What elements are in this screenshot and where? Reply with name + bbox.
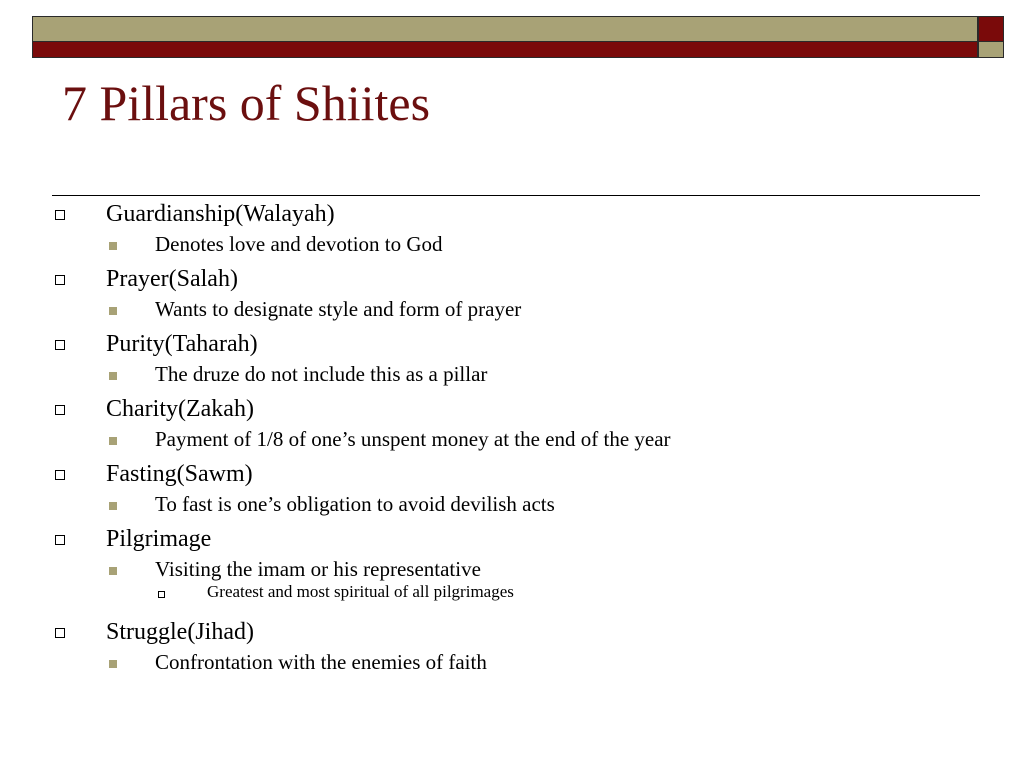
pillar-subdetail: Greatest and most spiritual of all pilgrimages <box>207 582 514 601</box>
hollow-square-bullet-icon <box>55 275 65 285</box>
header-square-olive <box>978 42 1004 58</box>
list-subsubitem <box>0 582 1024 618</box>
slide-title: 7 Pillars of Shiites <box>62 75 431 131</box>
solid-square-bullet-icon <box>109 502 117 510</box>
list-item <box>0 330 1024 361</box>
header-bar-maroon <box>32 42 978 58</box>
pillar-label: Struggle(Jihad) <box>106 619 254 645</box>
list-item <box>0 265 1024 296</box>
list-item <box>0 460 1024 491</box>
pillar-label: Fasting(Sawm) <box>106 461 253 487</box>
header-bar-olive <box>32 16 978 42</box>
pillar-detail: Payment of 1/8 of one’s unspent money at the end of the year <box>155 427 671 451</box>
list-item <box>0 395 1024 426</box>
list-subitem <box>0 491 1024 525</box>
pillar-detail: Confrontation with the enemies of faith <box>155 650 487 674</box>
hollow-square-bullet-icon <box>55 405 65 415</box>
header-square-maroon <box>978 16 1004 42</box>
hollow-square-bullet-icon <box>55 210 65 220</box>
list-subitem <box>0 426 1024 460</box>
solid-square-bullet-icon <box>109 372 117 380</box>
pillar-detail: The druze do not include this as a pillar <box>155 362 488 386</box>
hollow-square-bullet-icon <box>55 535 65 545</box>
title-divider <box>52 195 980 196</box>
pillar-label: Prayer(Salah) <box>106 266 238 292</box>
pillar-detail: Visiting the imam or his representative <box>155 557 481 581</box>
bullet-list <box>0 200 1024 683</box>
list-subitem <box>0 296 1024 330</box>
solid-square-bullet-icon <box>109 242 117 250</box>
list-item <box>0 525 1024 556</box>
pillar-detail: Wants to designate style and form of prayer <box>155 297 522 321</box>
solid-square-bullet-icon <box>109 307 117 315</box>
pillar-label: Guardianship(Walayah) <box>106 201 335 227</box>
solid-square-bullet-icon <box>109 660 117 668</box>
list-subitem <box>0 231 1024 265</box>
solid-square-bullet-icon <box>109 567 117 575</box>
hollow-square-bullet-icon <box>55 470 65 480</box>
hollow-square-bullet-icon <box>55 628 65 638</box>
hollow-square-bullet-icon <box>55 340 65 350</box>
list-subitem <box>0 649 1024 683</box>
solid-square-bullet-icon <box>109 437 117 445</box>
list-subitem <box>0 361 1024 395</box>
pillar-detail: Denotes love and devotion to God <box>155 232 443 256</box>
small-hollow-square-bullet-icon <box>158 591 165 598</box>
pillar-label: Pilgrimage <box>106 526 212 552</box>
list-item <box>0 200 1024 231</box>
pillar-label: Charity(Zakah) <box>106 396 254 422</box>
list-item <box>0 618 1024 649</box>
pillar-detail: To fast is one’s obligation to avoid devilish acts <box>155 492 555 516</box>
pillar-label: Purity(Taharah) <box>106 331 258 357</box>
